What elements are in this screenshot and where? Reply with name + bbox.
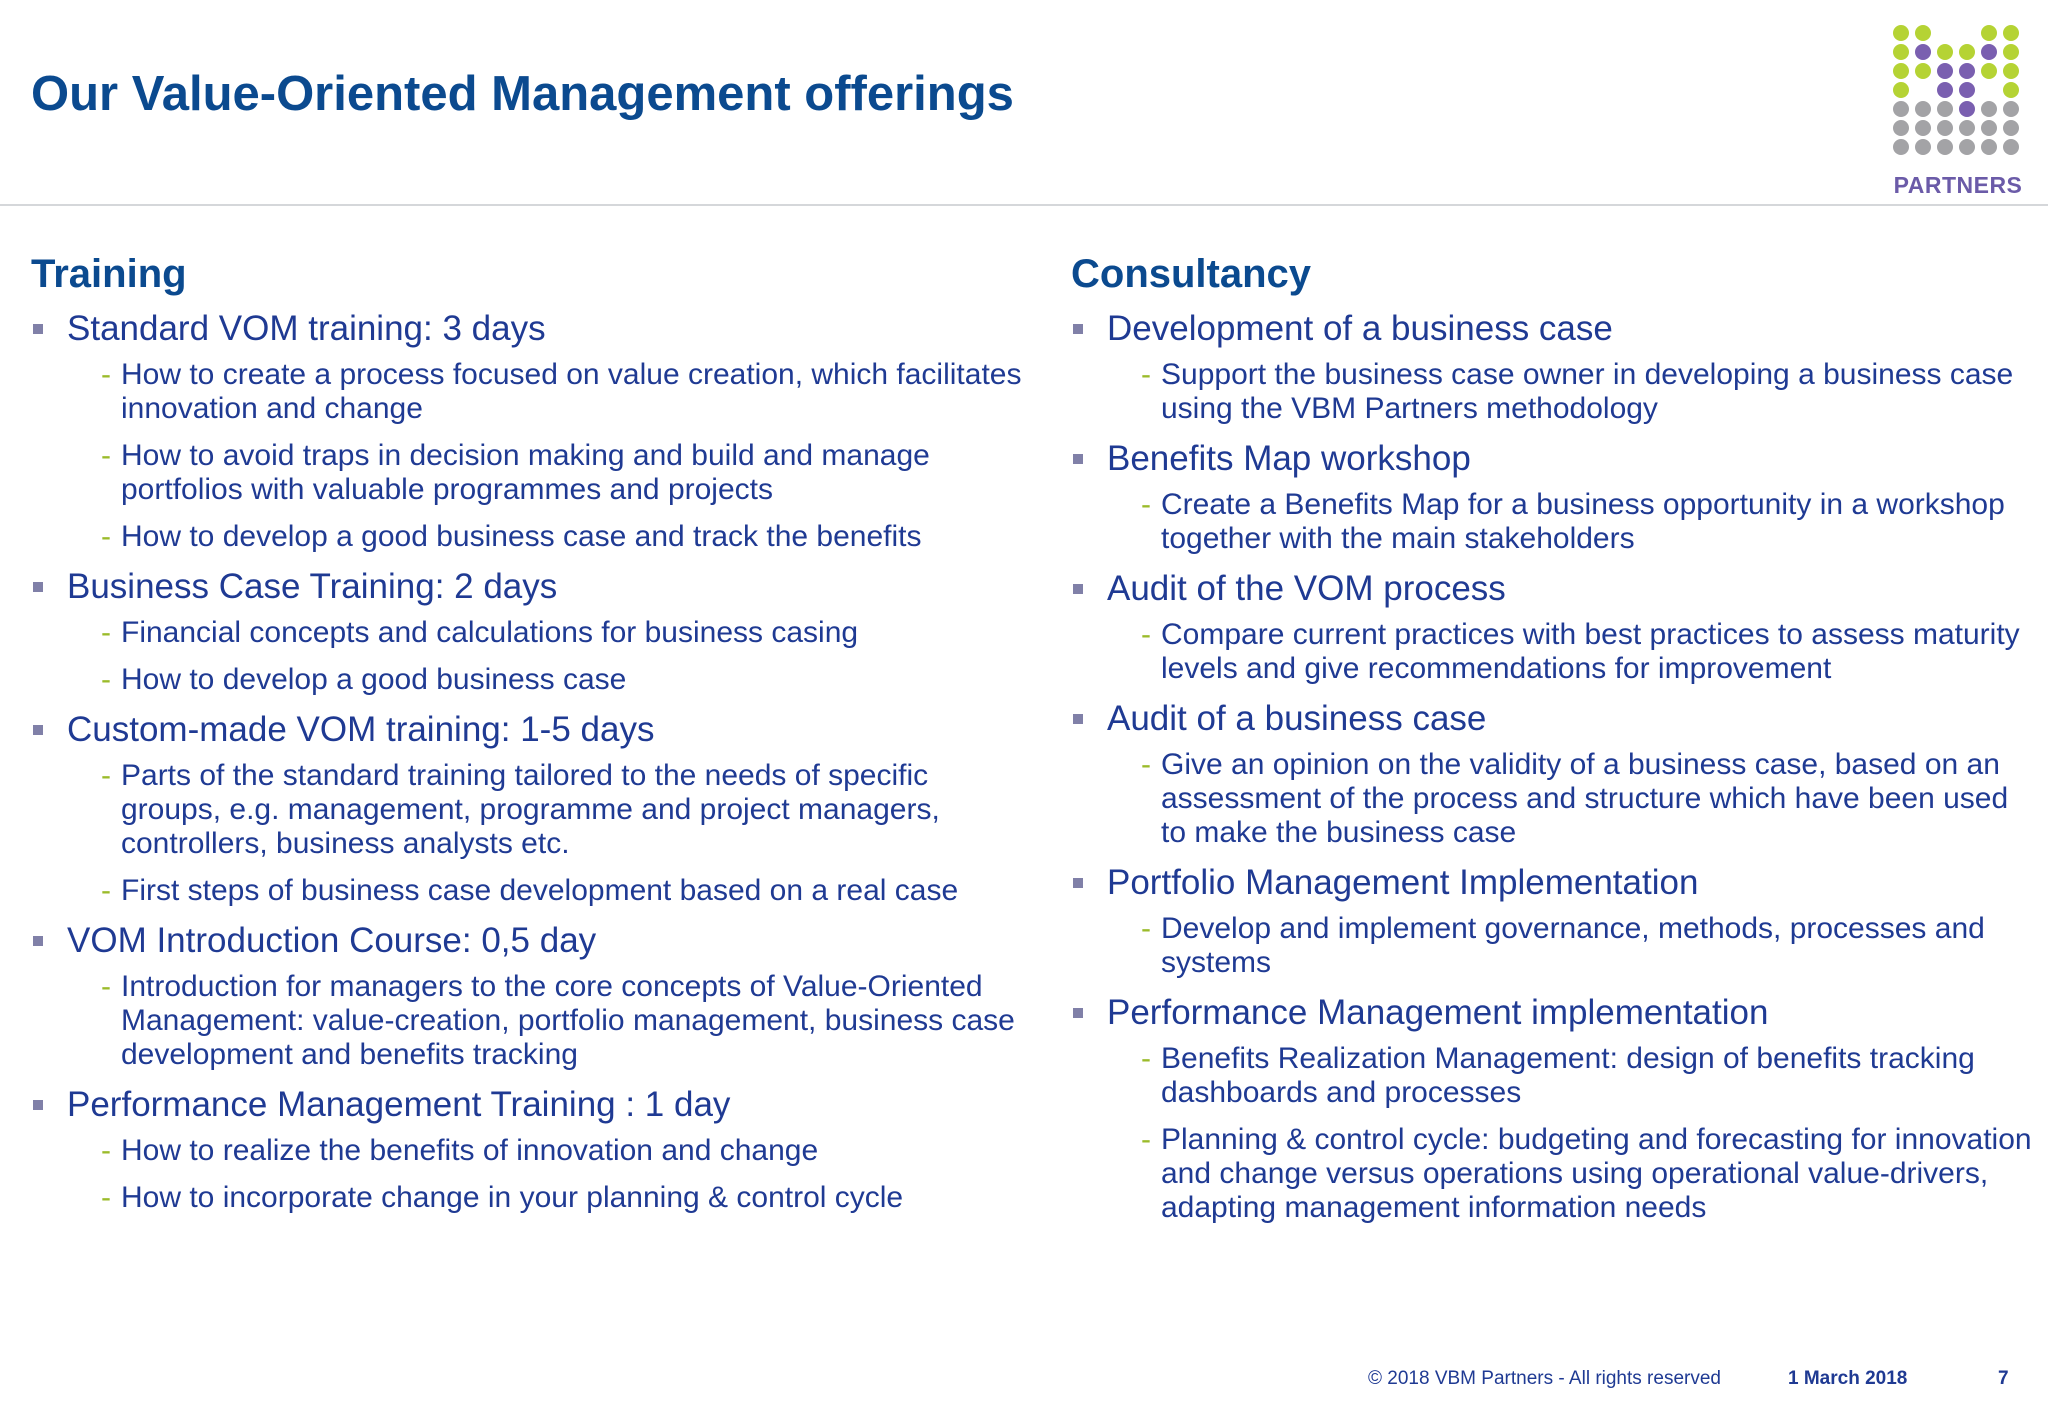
consultancy-sub-item [1141, 1042, 2041, 1110]
consultancy-item-label: Development of a business case [1107, 309, 1613, 348]
logo-dot [1959, 101, 1975, 117]
training-sub-item-text: First steps of business case development based on a real case [121, 874, 959, 907]
training-item-label: Performance Management Training : 1 day [67, 1085, 731, 1124]
dash-bullet-icon: - [101, 970, 111, 1003]
logo-wordmark: PARTNERS [1893, 172, 2023, 198]
logo-dot [1937, 82, 1953, 98]
training-item-row [31, 918, 1031, 964]
footer-page-number: 7 [1998, 1368, 2009, 1389]
consultancy-sub-item-text: Benefits Realization Management: design of benefits tracking dashboards and processes [1161, 1042, 1975, 1109]
square-bullet-icon [33, 725, 43, 735]
training-sub-item [101, 970, 1031, 1072]
logo-dot [1893, 44, 1909, 60]
consultancy-item-label: Portfolio Management Implementation [1107, 863, 1699, 902]
page-title: Our Value-Oriented Management offerings [31, 67, 1014, 121]
training-sub-item-text: How to create a process focused on value creation, which facilitates innovation and change [121, 358, 1022, 425]
training-sub-item-text: How to develop a good business case and track the benefits [121, 520, 922, 553]
square-bullet-icon [1073, 1008, 1083, 1018]
consultancy-list [1071, 306, 2041, 1225]
consultancy-item [1071, 990, 2041, 1225]
consultancy-sub-item-text: Compare current practices with best practices to assess maturity levels and give recommendations for improvement [1161, 618, 2020, 685]
dash-bullet-icon: - [1141, 358, 1151, 391]
training-item-label: VOM Introduction Course: 0,5 day [67, 921, 597, 960]
training-sub-item-text: Financial concepts and calculations for business casing [121, 616, 859, 649]
consultancy-item-row [1071, 860, 2041, 906]
logo-dot [1959, 82, 1975, 98]
logo-dot [1915, 139, 1931, 155]
training-item-row [31, 1082, 1031, 1128]
logo-dot [1893, 101, 1909, 117]
dash-bullet-icon: - [1141, 488, 1151, 521]
logo-dot [1959, 139, 1975, 155]
dash-bullet-icon: - [101, 1134, 111, 1167]
training-item-label: Standard VOM training: 3 days [67, 309, 546, 348]
dash-bullet-icon: - [101, 616, 111, 649]
footer-date: 1 March 2018 [1788, 1368, 1908, 1389]
dash-bullet-icon: - [101, 874, 111, 907]
dash-bullet-icon: - [1141, 912, 1151, 945]
dash-bullet-icon: - [1141, 1123, 1151, 1156]
training-item-row [31, 707, 1031, 753]
training-sub-item [101, 1134, 1031, 1168]
logo-dot [1915, 25, 1931, 41]
logo-dot [2003, 25, 2019, 41]
consultancy-sub-item-text: Create a Benefits Map for a business opportunity in a workshop together with the main stakeholders [1161, 488, 2005, 555]
consultancy-item-row [1071, 566, 2041, 612]
training-item-label: Custom-made VOM training: 1-5 days [67, 710, 655, 749]
consultancy-sub-item [1141, 1123, 2041, 1225]
consultancy-item-row [1071, 696, 2041, 742]
training-item-label: Business Case Training: 2 days [67, 567, 558, 606]
square-bullet-icon [1073, 584, 1083, 594]
training-sub-item-text: Parts of the standard training tailored to the needs of specific groups, e.g. management, programme and project managers, controllers, business analysts etc. [121, 759, 940, 860]
training-heading: Training [31, 252, 187, 296]
consultancy-item-label: Performance Management implementation [1107, 993, 1769, 1032]
logo-dot [1981, 139, 1997, 155]
training-item [31, 918, 1031, 1072]
logo-dot [1981, 120, 1997, 136]
square-bullet-icon [1073, 324, 1083, 334]
dash-bullet-icon: - [101, 439, 111, 472]
logo-dots-icon [1888, 22, 2028, 172]
consultancy-sub-item-text: Planning & control cycle: budgeting and forecasting for innovation and change versus operations using operational value-drivers, adapting management information needs [1161, 1123, 2032, 1224]
training-sub-item-text: How to avoid traps in decision making and build and manage portfolios with valuable programmes and projects [121, 439, 930, 506]
consultancy-item [1071, 306, 2041, 426]
logo-dot [1981, 25, 1997, 41]
logo-dot [2003, 101, 2019, 117]
logo-dot [1893, 120, 1909, 136]
square-bullet-icon [33, 1100, 43, 1110]
consultancy-item-label: Audit of a business case [1107, 699, 1487, 738]
square-bullet-icon [1073, 878, 1083, 888]
logo-dot [1937, 101, 1953, 117]
consultancy-sub-item [1141, 618, 2041, 686]
consultancy-sub-item [1141, 748, 2041, 850]
dash-bullet-icon: - [101, 358, 111, 391]
dash-bullet-icon: - [1141, 748, 1151, 781]
training-list [31, 306, 1031, 1215]
square-bullet-icon [33, 324, 43, 334]
dash-bullet-icon: - [1141, 618, 1151, 651]
training-column [31, 248, 1031, 1225]
logo-dot [1915, 101, 1931, 117]
consultancy-sub-item-text: Give an opinion on the validity of a business case, based on an assessment of the process and structure which have been used to make the business case [1161, 748, 2009, 849]
consultancy-item [1071, 566, 2041, 686]
training-sub-item-text: How to develop a good business case [121, 663, 627, 696]
logo-dot [1915, 63, 1931, 79]
consultancy-item-row [1071, 306, 2041, 352]
training-item [31, 564, 1031, 697]
consultancy-sub-item [1141, 912, 2041, 980]
dash-bullet-icon: - [101, 759, 111, 792]
square-bullet-icon [1073, 714, 1083, 724]
consultancy-column [1071, 248, 2041, 1235]
logo-dot [1959, 120, 1975, 136]
consultancy-sub-item-text: Develop and implement governance, methods, processes and systems [1161, 912, 1985, 979]
consultancy-item [1071, 436, 2041, 556]
training-sub-item [101, 759, 1031, 861]
training-item [31, 306, 1031, 554]
training-sub-item [101, 1181, 1031, 1215]
logo-dot [1893, 82, 1909, 98]
consultancy-item [1071, 860, 2041, 980]
logo-dot [1981, 44, 1997, 60]
logo-dot [1981, 101, 1997, 117]
training-sub-item-text: Introduction for managers to the core concepts of Value-Oriented Management: value-creation, portfolio management, business case development and benefits tracking [121, 970, 1015, 1071]
training-sub-item-text: How to realize the benefits of innovation and change [121, 1134, 819, 1167]
dash-bullet-icon: - [101, 663, 111, 696]
logo-dot [2003, 139, 2019, 155]
logo-dot [1893, 25, 1909, 41]
consultancy-item [1071, 696, 2041, 850]
square-bullet-icon [33, 936, 43, 946]
consultancy-sub-item [1141, 488, 2041, 556]
logo-dot [1893, 139, 1909, 155]
logo-dot [1959, 44, 1975, 60]
consultancy-item-label: Audit of the VOM process [1107, 569, 1506, 608]
square-bullet-icon [1073, 454, 1083, 464]
footer-copyright: © 2018 VBM Partners - All rights reserved [1368, 1368, 1721, 1389]
training-item-row [31, 564, 1031, 610]
consultancy-item-label: Benefits Map workshop [1107, 439, 1471, 478]
dash-bullet-icon: - [101, 520, 111, 553]
square-bullet-icon [33, 582, 43, 592]
training-sub-item [101, 358, 1031, 426]
logo-dot [2003, 120, 2019, 136]
dash-bullet-icon: - [1141, 1042, 1151, 1075]
dash-bullet-icon: - [101, 1181, 111, 1214]
logo-dot [1937, 139, 1953, 155]
consultancy-sub-item-text: Support the business case owner in developing a business case using the VBM Partners methodology [1161, 358, 2014, 425]
logo-dot [2003, 63, 2019, 79]
logo-dot [1893, 63, 1909, 79]
logo-dot [2003, 82, 2019, 98]
logo-dot [1915, 44, 1931, 60]
header-divider [0, 204, 2048, 206]
training-sub-item-text: How to incorporate change in your planning & control cycle [121, 1181, 904, 1214]
training-item [31, 707, 1031, 908]
vbm-partners-logo [1888, 22, 2028, 202]
logo-dot [2003, 44, 2019, 60]
logo-dot [1915, 120, 1931, 136]
training-item [31, 1082, 1031, 1215]
training-sub-item [101, 874, 1031, 908]
logo-dot [1937, 44, 1953, 60]
logo-dot [1959, 63, 1975, 79]
consultancy-item-row [1071, 990, 2041, 1036]
consultancy-item-row [1071, 436, 2041, 482]
training-sub-item [101, 663, 1031, 697]
training-item-row [31, 306, 1031, 352]
training-sub-item [101, 616, 1031, 650]
logo-dot [1937, 63, 1953, 79]
training-sub-item [101, 520, 1031, 554]
logo-dot [1981, 63, 1997, 79]
consultancy-sub-item [1141, 358, 2041, 426]
consultancy-heading: Consultancy [1071, 252, 1312, 296]
training-sub-item [101, 439, 1031, 507]
logo-dot [1937, 120, 1953, 136]
